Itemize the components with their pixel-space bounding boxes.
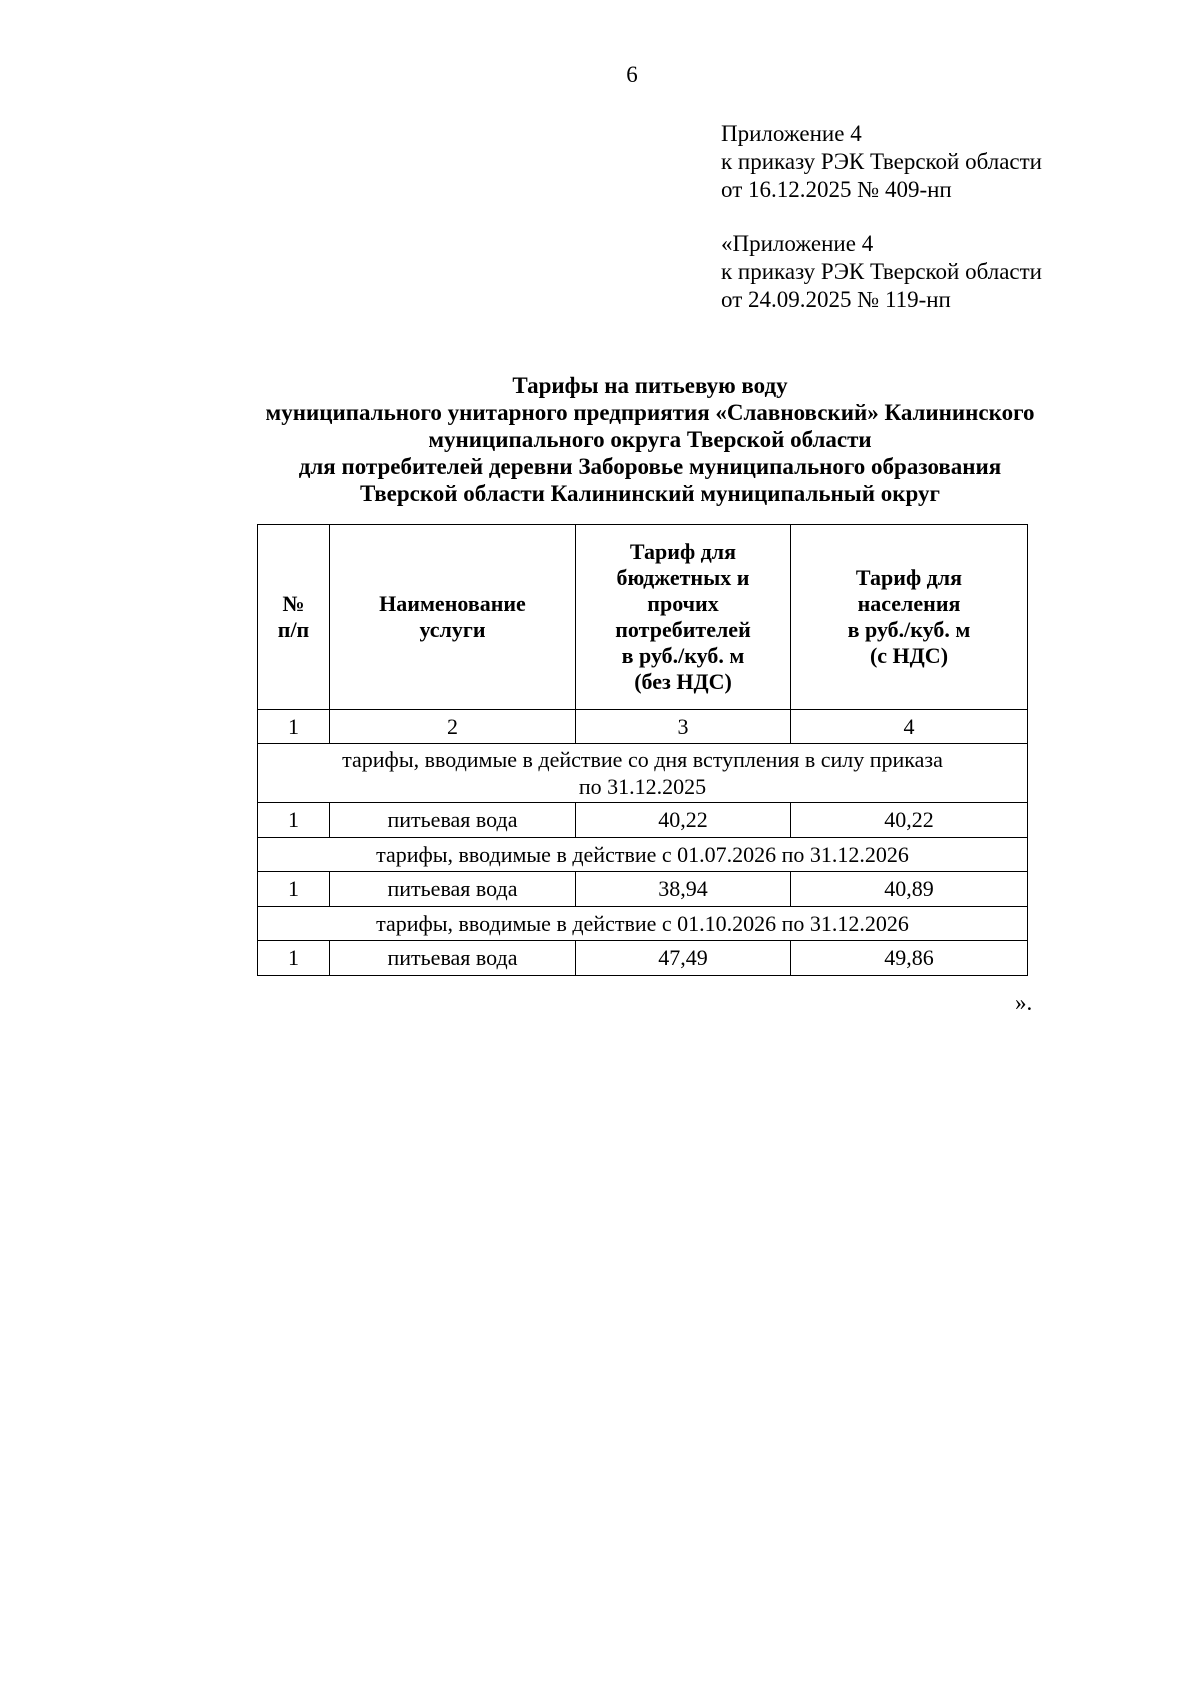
header-num-line: № <box>282 591 305 616</box>
tariff-table <box>257 524 1028 976</box>
row-tariff-population: 49,86 <box>791 941 1028 976</box>
row-tariff-budget: 47,49 <box>576 941 791 976</box>
column-number: 4 <box>791 710 1028 744</box>
appendix-original-line-3: от 24.09.2025 № 119-нп <box>721 287 951 312</box>
header-service-name <box>330 525 576 710</box>
appendix-original-line-2: к приказу РЭК Тверской области <box>721 259 1042 284</box>
header-tariff-budget <box>576 525 791 710</box>
appendix-original-reference <box>721 230 1042 314</box>
header-population-line: (с НДС) <box>869 643 949 668</box>
header-name-line: Наименование <box>379 591 526 616</box>
row-service-name: питьевая вода <box>330 803 576 838</box>
header-num-line: п/п <box>277 617 310 642</box>
row-service-name: питьевая вода <box>330 872 576 907</box>
row-service-name: питьевая вода <box>330 941 576 976</box>
header-budget-line: потребителей <box>615 617 751 642</box>
row-num: 1 <box>258 872 330 907</box>
header-population-line: Тариф для <box>855 565 963 590</box>
period-cell: тарифы, вводимые в действие с 01.10.2026 по 31.12.2026 <box>258 907 1028 941</box>
row-num: 1 <box>258 803 330 838</box>
title-line-4: для потребителей деревни Заборовье муниципального образования <box>298 454 1002 479</box>
row-tariff-population: 40,22 <box>791 803 1028 838</box>
period-row <box>258 744 1028 803</box>
row-tariff-budget: 40,22 <box>576 803 791 838</box>
appendix-current-line-3: от 16.12.2025 № 409-нп <box>721 177 952 202</box>
period-text: тарифы, вводимые в действие со дня вступления в силу приказа <box>342 747 943 772</box>
table-row <box>258 941 1028 976</box>
appendix-original-line-1: «Приложение 4 <box>721 231 874 256</box>
column-number-row <box>258 710 1028 744</box>
table-row <box>258 803 1028 838</box>
period-row <box>258 907 1028 941</box>
appendix-current-line-2: к приказу РЭК Тверской области <box>721 149 1042 174</box>
column-number: 3 <box>576 710 791 744</box>
column-number: 2 <box>330 710 576 744</box>
header-name-line: услуги <box>419 617 486 642</box>
document-title <box>150 372 1150 507</box>
appendix-current-line-1: Приложение 4 <box>721 121 862 146</box>
period-text: по 31.12.2025 <box>578 774 707 799</box>
title-line-1: Тарифы на питьевую воду <box>512 373 788 398</box>
period-cell <box>258 744 1028 803</box>
table-row <box>258 872 1028 907</box>
title-line-2: муниципального унитарного предприятия «Славновский» Калининского <box>265 400 1035 425</box>
column-number: 1 <box>258 710 330 744</box>
header-budget-line: бюджетных и <box>616 565 750 590</box>
period-cell: тарифы, вводимые в действие с 01.07.2026 по 31.12.2026 <box>258 838 1028 872</box>
title-line-5: Тверской области Калининский муниципальный округ <box>360 481 940 506</box>
row-tariff-population: 40,89 <box>791 872 1028 907</box>
header-population-line: населения <box>857 591 961 616</box>
header-num <box>258 525 330 710</box>
closing-quote-mark: ». <box>1015 990 1033 1015</box>
header-budget-line: прочих <box>647 591 719 616</box>
row-num: 1 <box>258 941 330 976</box>
header-budget-line: Тариф для <box>629 539 737 564</box>
header-budget-line: в руб./куб. м <box>621 643 745 668</box>
header-tariff-population <box>791 525 1028 710</box>
title-line-3: муниципального округа Тверской области <box>428 427 872 452</box>
page-number: 6 <box>626 62 638 87</box>
table-header-row <box>258 525 1028 710</box>
header-population-line: в руб./куб. м <box>847 617 971 642</box>
period-row <box>258 838 1028 872</box>
appendix-current-reference <box>721 120 1042 204</box>
header-budget-line: (без НДС) <box>634 669 732 694</box>
row-tariff-budget: 38,94 <box>576 872 791 907</box>
